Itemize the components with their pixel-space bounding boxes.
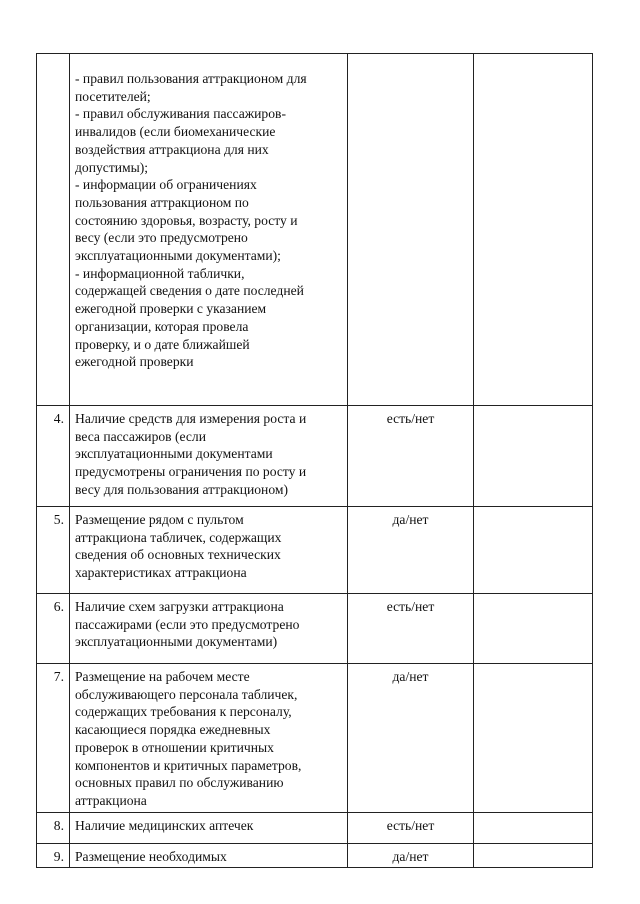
text-line: пользования аттракционом по bbox=[75, 194, 249, 210]
text-line: весу (если это предусмотрено bbox=[75, 230, 248, 246]
text-line: компонентов и критичных параметров, bbox=[75, 757, 302, 773]
row-answer: есть/нет bbox=[348, 594, 474, 664]
text-line: содержащей сведения о дате последней bbox=[75, 283, 304, 299]
checklist-table bbox=[36, 53, 593, 868]
row-requirement-text bbox=[70, 812, 348, 843]
text-line: основных правил по обслуживанию bbox=[75, 775, 284, 791]
text-line: характеристиках аттракциона bbox=[75, 565, 247, 581]
table-row bbox=[37, 406, 593, 507]
row-number: 4. bbox=[37, 406, 70, 507]
text-line: проверку, и о дате ближайшей bbox=[75, 336, 250, 352]
text-line: инвалидов (если биомеханические bbox=[75, 124, 276, 140]
text-line: проверок в отношении критичных bbox=[75, 739, 274, 755]
text-line: состоянию здоровья, возрасту, росту и bbox=[75, 212, 298, 228]
text-line: Размещение необходимых bbox=[75, 848, 227, 864]
text-line: аттракциона табличек, содержащих bbox=[75, 529, 282, 545]
table-row bbox=[37, 594, 593, 664]
table-row bbox=[37, 507, 593, 594]
row-answer: есть/нет bbox=[348, 406, 474, 507]
text-line: эксплуатационными документами bbox=[75, 446, 273, 462]
text-line: пассажирами (если это предусмотрено bbox=[75, 616, 300, 632]
row-number: 8. bbox=[37, 812, 70, 843]
table-row bbox=[37, 843, 593, 868]
row-answer: есть/нет bbox=[348, 812, 474, 843]
text-line: - информационной таблички, bbox=[75, 265, 245, 281]
row-requirement-text bbox=[70, 507, 348, 594]
text-line: - информации об ограничениях bbox=[75, 177, 257, 193]
row-number: 7. bbox=[37, 664, 70, 813]
row-note bbox=[474, 594, 593, 664]
row-requirement-text bbox=[70, 664, 348, 813]
row-answer: да/нет bbox=[348, 843, 474, 868]
row-answer bbox=[348, 54, 474, 406]
text-line: обслуживающего персонала табличек, bbox=[75, 686, 298, 702]
row-requirement-text bbox=[70, 54, 348, 406]
row-note bbox=[474, 54, 593, 406]
row-requirement-text bbox=[70, 406, 348, 507]
table-row bbox=[37, 812, 593, 843]
text-line: веса пассажиров (если bbox=[75, 428, 206, 444]
text-line: ежегодной проверки с указанием bbox=[75, 301, 267, 317]
text-line: эксплуатационными документами) bbox=[75, 634, 278, 650]
row-note bbox=[474, 664, 593, 813]
row-note bbox=[474, 507, 593, 594]
text-line: эксплуатационными документами); bbox=[75, 248, 281, 264]
text-line: организации, которая провела bbox=[75, 318, 249, 334]
text-line: Наличие медицинских аптечек bbox=[75, 817, 254, 833]
text-line: - правил пользования аттракционом для bbox=[75, 71, 307, 86]
text-line: сведения об основных технических bbox=[75, 547, 281, 563]
text-line: допустимы); bbox=[75, 159, 149, 175]
text-line: - правил обслуживания пассажиров- bbox=[75, 106, 286, 122]
text-line: Наличие средств для измерения роста и bbox=[75, 411, 307, 426]
text-line: Размещение на рабочем месте bbox=[75, 669, 250, 684]
row-requirement-text bbox=[70, 594, 348, 664]
text-line: аттракциона bbox=[75, 792, 147, 808]
text-line: касающиеся порядка ежедневных bbox=[75, 722, 271, 738]
row-number: 9. bbox=[37, 843, 70, 868]
row-answer: да/нет bbox=[348, 664, 474, 813]
row-note bbox=[474, 406, 593, 507]
row-number bbox=[37, 54, 70, 406]
table-row bbox=[37, 664, 593, 813]
row-number: 6. bbox=[37, 594, 70, 664]
row-note bbox=[474, 843, 593, 868]
row-number: 5. bbox=[37, 507, 70, 594]
text-line: весу для пользования аттракционом) bbox=[75, 481, 288, 497]
text-line: содержащих требования к персоналу, bbox=[75, 704, 292, 720]
row-answer: да/нет bbox=[348, 507, 474, 594]
text-line: Наличие схем загрузки аттракциона bbox=[75, 599, 284, 614]
text-line: воздействия аттракциона для них bbox=[75, 141, 269, 157]
text-line: ежегодной проверки bbox=[75, 354, 194, 370]
row-requirement-text bbox=[70, 843, 348, 868]
row-note bbox=[474, 812, 593, 843]
table-row bbox=[37, 54, 593, 406]
text-line: предусмотрены ограничения по росту и bbox=[75, 464, 307, 480]
text-line: посетителей; bbox=[75, 88, 151, 104]
text-line: Размещение рядом с пультом bbox=[75, 512, 244, 527]
